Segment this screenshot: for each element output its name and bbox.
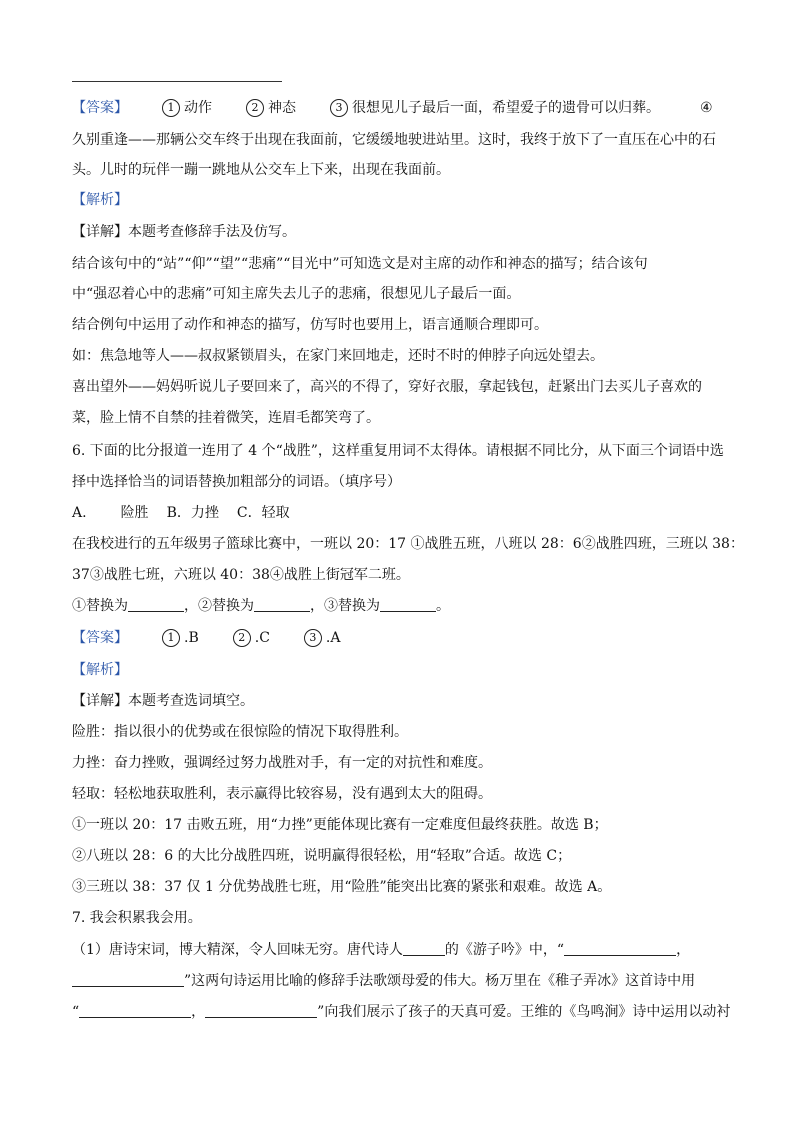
q6-stem-line-1: 6. 下面的比分报道一连用了 4 个“战胜”，这样重复用词不太得体。请根据不同比分，从下面三个词语中选 [72, 443, 724, 459]
answer-item-2: 神态 [268, 100, 296, 116]
option-a-letter: A. [72, 505, 87, 521]
analysis-text-line: 轻取：轻松地获取胜利，表示赢得比较容易，没有遇到太大的阻碍。 [72, 786, 492, 802]
analysis-text-line: 力挫：奋力挫败，强调经过努力战胜对手，有一定的对抗性和难度。 [72, 755, 492, 771]
q6-passage-line-2: 37③战胜七班，六班以 40：38④战胜上街冠军二班。 [72, 567, 410, 583]
q6-stem-line-2: 择中选择恰当的词语替换加粗部分的词语。（填序号） [72, 474, 401, 490]
option-b: B．力挫 [166, 505, 219, 521]
footnote-rule [72, 81, 282, 82]
analysis-text-line: ①一班以 20：17 击败五班，用“力挫”更能体现比赛有一定难度但最终获胜。故选 B； [72, 817, 608, 833]
analysis-text-line: 菜，脸上情不自禁的挂着微笑，连眉毛都笑弯了。 [72, 410, 380, 426]
q7-line-3: “ ， ”向我们展示了孩子的天真可爱。王维的《鸟鸣涧》诗中运用以动衬 [72, 1004, 731, 1020]
detail-line [72, 691, 724, 711]
answer-label: 【答案】 [72, 100, 128, 116]
q5-answer-line: 【答案】 1 动作 2 神态 3 很想见儿子最后一面，希望爱子的遗骨可以归葬。 ④ [72, 100, 713, 116]
q6-answer-2: .C [254, 630, 270, 646]
answer-item-1: 动作 [184, 100, 212, 116]
blank-1[interactable] [128, 596, 184, 612]
q6-fill-line: ①替换为 ，②替换为 ，③替换为 。 [72, 598, 450, 614]
answer-item-3: 很想见儿子最后一面，希望爱子的遗骨可以归葬。 [352, 100, 660, 116]
analysis-text-line: ③三班以 38：37 仅 1 分优势战胜七班，用“险胜”能突出比赛的紧张和艰难。故选 A。 [72, 879, 612, 895]
q6-answer-3: .A [325, 630, 341, 646]
analysis-text-line: 如：焦急地等人——叔叔紧锁眉头，在家门来回地走，还时不时的伸脖子向远处望去。 [72, 348, 604, 364]
detail-text: 本题考查修辞手法及仿写。 [128, 224, 296, 240]
q6-passage-line-1: 在我校进行的五年级男子篮球比赛中，一班以 20：17 ①战胜五班，八班以 28：6②战胜四班，三班以 38： [72, 536, 744, 552]
detail-label: 【详解】 [72, 224, 128, 240]
analysis-label: 【解析】 [72, 662, 128, 678]
blank-2[interactable] [254, 596, 310, 612]
option-c: C．轻取 [236, 505, 290, 521]
analysis-label: 【解析】 [72, 192, 128, 208]
q6-answer-line: 【答案】 1 .B 2 .C 3 .A [72, 630, 341, 646]
blank-verse-3[interactable] [79, 1002, 191, 1018]
blank-verse-1[interactable] [564, 940, 676, 956]
analysis-text-line: ②八班以 28：6 的大比分战胜四班，说明赢得很轻松，用“轻取”合适。故选 C； [72, 848, 572, 864]
answer-item-4-number: ④ [700, 100, 713, 116]
answer-item-4-line-1: 久别重逢——那辆公交车终于出现在我面前，它缓缓地驶进站里。这时，我终于放下了一直压在心中的石 [72, 132, 716, 148]
option-a: 险胜 [120, 505, 149, 521]
q7-line-2: ”这两句诗运用比喻的修辞手法歌颂母爱的伟大。杨万里在《稚子弄冰》这首诗中用 [72, 971, 724, 991]
analysis-text-line: 险胜：指以很小的优势或在很惊险的情况下取得胜利。 [72, 724, 408, 740]
analysis-text-line: 结合例句中运用了动作和神态的描写，仿写时也要用上，语言通顺合理即可。 [72, 317, 548, 333]
q7-line-1: （1）唐诗宋词，博大精深，令人回味无穷。唐代诗人 的《游子吟》中，“ ， [72, 942, 691, 958]
analysis-text-line: 喜出望外——妈妈听说儿子要回来了，高兴的不得了，穿好衣服，拿起钱包，赶紧出门去买儿子喜欢的 [72, 379, 702, 395]
blank-verse-2[interactable] [72, 971, 184, 987]
q7-title: 7. 我会积累我会用。 [72, 910, 202, 926]
analysis-text-line: 结合该句中的“站”“仰”“望”“悲痛”“目光中”可知选文是对主席的动作和神态的描写；结合该句 [72, 256, 648, 272]
q6-answer-1: .B [184, 630, 199, 646]
answer-item-4-line-2: 头。儿时的玩伴一蹦一跳地从公交车上下来，出现在我面前。 [72, 162, 450, 178]
analysis-text-line: 中“强忍着心中的悲痛”可知主席失去儿子的悲痛，很想见儿子最后一面。 [72, 286, 521, 302]
answer-label: 【答案】 [72, 630, 128, 646]
blank-verse-4[interactable] [205, 1002, 317, 1018]
blank-3[interactable] [380, 596, 436, 612]
q6-options [72, 503, 724, 523]
detail-text: 本题考查选词填空。 [128, 693, 254, 709]
blank-poet[interactable] [403, 940, 445, 956]
detail-label: 【详解】 [72, 693, 128, 709]
detail-line [72, 222, 724, 242]
